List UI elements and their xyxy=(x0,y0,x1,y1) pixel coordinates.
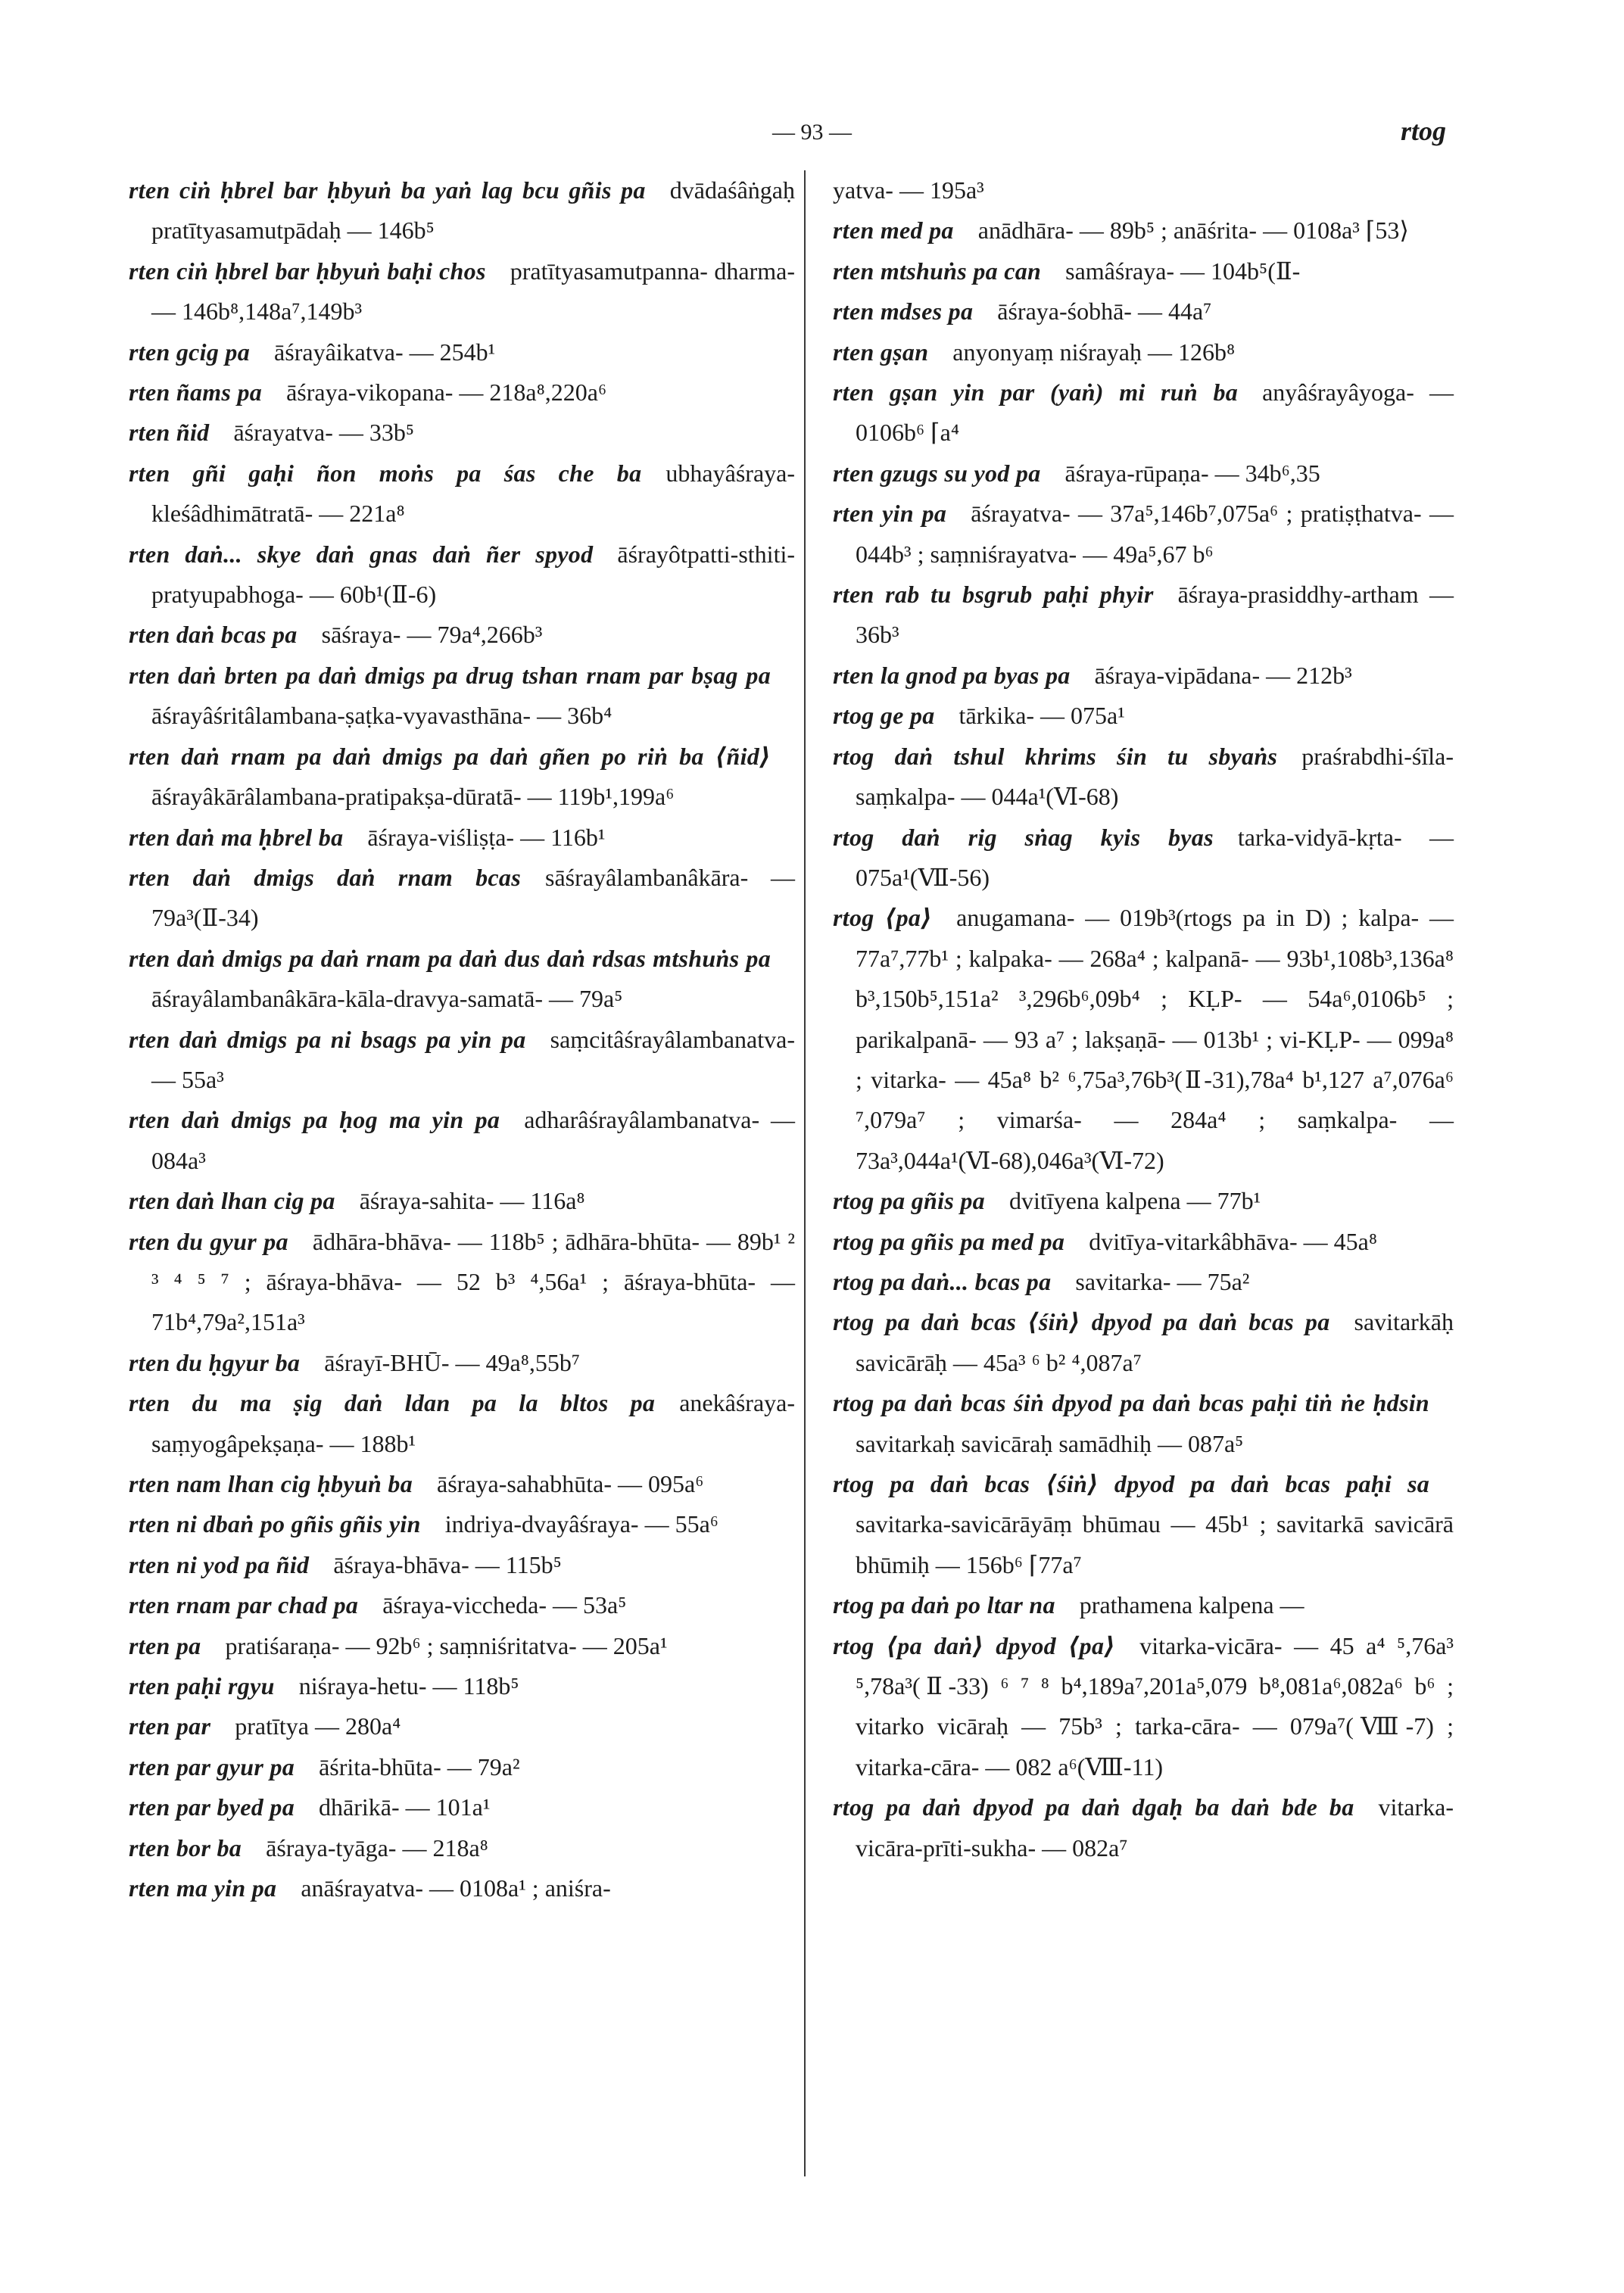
entry-headword: rten paḥi rgyu xyxy=(129,1672,275,1700)
dictionary-entry xyxy=(129,1706,795,1746)
entry-headword: rten daṅ brten pa daṅ dmigs pa drug tshan rnam par bṣag pa xyxy=(129,661,771,689)
entry-gloss: savitarka- — 75a² xyxy=(1075,1267,1250,1295)
entry-headword: rten gñi gaḥi ñon moṅs pa śas che ba xyxy=(129,459,642,487)
entry-headword: rtog ⟨pa⟩ xyxy=(833,904,933,932)
entry-headword: rten gṣan xyxy=(833,338,929,366)
entry-headword: rten ñams pa xyxy=(129,379,263,407)
entry-gloss: āśraya-rūpaṇa- — 34b⁶,35 xyxy=(1064,459,1320,487)
dictionary-entry xyxy=(129,1585,795,1625)
dictionary-entry xyxy=(129,1747,795,1787)
entry-headword: rten par xyxy=(129,1712,211,1740)
entry-headword: rten ciṅ ḥbrel bar ḥbyuṅ ba yaṅ lag bcu gñis pa xyxy=(129,176,646,204)
dictionary-entry xyxy=(129,1343,795,1383)
entry-gloss: dvitīya-vitarkâbhāva- — 45a⁸ xyxy=(1089,1227,1377,1255)
dictionary-entry xyxy=(129,615,795,655)
entry-headword: rten daṅ bcas pa xyxy=(129,621,298,649)
entry-headword: rtog ge pa xyxy=(833,702,935,730)
dictionary-entry xyxy=(833,656,1454,696)
dictionary-entry xyxy=(833,1262,1454,1302)
dictionary-entry xyxy=(129,1464,795,1504)
entry-headword: rtog daṅ tshul khrims śin tu sbyaṅs xyxy=(833,742,1278,770)
dictionary-entry xyxy=(833,1787,1454,1868)
entry-gloss: āśraya-viccheda- — 53a⁵ xyxy=(382,1591,627,1619)
dictionary-entry xyxy=(833,453,1454,494)
dictionary-entry xyxy=(833,1383,1454,1464)
entry-gloss: prathamena kalpena — xyxy=(1079,1591,1304,1619)
entry-gloss: vitarka-vicāra- — 45 a⁴ ⁵,76a³ ⁵,78a³(Ⅱ-33) ⁶ ⁷ ⁸ b⁴,189a⁷,201a⁵,079 b⁸,081a⁶,082a⁶ b⁶ ; vitarko vicāraḥ — 75b³ ; tarka-cāra- — 079a⁷(Ⅷ-7) ; vitarka-cāra- — 082 a⁶(Ⅷ-11) xyxy=(856,1631,1454,1781)
dictionary-entry xyxy=(129,939,795,1020)
entry-gloss: anugamana- — 019b³(rtogs pa in D) ; kalpa- — 77a⁷,77b¹ ; kalpaka- — 268a⁴ ; kalpanā- — 93b¹,108b³,136a⁸ b³,150b⁵,151a² ³,296b⁶,09b⁴ ; KḶP- — 54a⁶,0106b⁵ ; parikalpanā- — 93 a⁷ ; lakṣaṇā- — 013b¹ ; vi-KḶP- — 099a⁸ ; vitarka- — 45a⁸ b² ⁶,75a³,76b³(Ⅱ-31),78a⁴ b¹,127 a⁷,076a⁶ ⁷,079a⁷ ; vimarśa- — 284a⁴ ; saṃkalpa- — 73a³,044a¹(Ⅵ-68),046a³(Ⅵ-72) xyxy=(856,904,1454,1174)
dictionary-entry xyxy=(833,291,1454,332)
entry-headword: rten du ḥgyur ba xyxy=(129,1348,301,1376)
entry-headword: rten mtshuṅs pa can xyxy=(833,257,1042,285)
entry-gloss: āśraya-śobhā- — 44a⁷ xyxy=(997,298,1212,326)
entry-gloss: āśrita-bhūta- — 79a² xyxy=(319,1752,520,1781)
dictionary-entry xyxy=(129,1868,795,1908)
entry-headword: rten daṅ dmigs daṅ rnam bcas xyxy=(129,863,521,891)
entry-gloss: pratītyasamutpanna- dharma- — 146b⁸,148a⁷,149b³ xyxy=(151,257,796,326)
entry-gloss: anekâśraya-saṃyogâpekṣaṇa- — 188b¹ xyxy=(151,1389,795,1457)
dictionary-entry xyxy=(129,1020,795,1101)
entry-headword: rten daṅ dmigs pa ḥog ma yin pa xyxy=(129,1106,500,1134)
dictionary-entry xyxy=(833,696,1454,736)
entry-gloss: āśrayâkārâlambana-pratipakṣa-dūratā- — 119b¹,199a⁶ xyxy=(151,783,675,811)
entry-headword: rten daṅ lhan cig pa xyxy=(129,1187,335,1215)
dictionary-entry xyxy=(129,1181,795,1221)
entry-headword: rten du gyur pa xyxy=(129,1227,288,1255)
entry-gloss: tarka-vidyā-kṛta- — 075a¹(Ⅶ-56) xyxy=(856,823,1454,891)
entry-gloss: āśrayâlambanâkāra-kāla-dravya-samatā- — 79a⁵ xyxy=(151,985,623,1013)
dictionary-entry xyxy=(129,251,795,332)
dictionary-entry xyxy=(833,210,1454,251)
page-number: — 93 — xyxy=(772,120,852,145)
right-column xyxy=(833,170,1454,1868)
entry-headword: rten yin pa xyxy=(833,500,947,528)
entry-headword: rten mdses pa xyxy=(833,298,974,326)
dictionary-entry xyxy=(833,575,1454,656)
entry-headword: rten ciṅ ḥbrel bar ḥbyuṅ baḥi chos xyxy=(129,257,486,285)
entry-headword: rten la gnod pa byas pa xyxy=(833,661,1071,689)
entry-headword: rten daṅ ma ḥbrel ba xyxy=(129,823,344,851)
entry-gloss: sāśraya- — 79a⁴,266b³ xyxy=(321,621,543,649)
entry-headword: rtog pa gñis pa med pa xyxy=(833,1227,1065,1255)
dictionary-entry xyxy=(129,453,795,534)
dictionary-entry xyxy=(129,1545,795,1585)
column-divider xyxy=(804,170,806,2176)
dictionary-entry xyxy=(833,818,1454,899)
entry-gloss: āśrayatva- — 33b⁵ xyxy=(233,419,415,447)
entry-gloss: āśrayâśritâlambana-ṣaṭka-vyavasthāna- — 36b⁴ xyxy=(151,702,613,730)
entry-headword: rtog pa daṅ bcas ⟨śiṅ⟩ dpyod pa daṅ bcas paḥi sa xyxy=(833,1470,1429,1497)
dictionary-entry xyxy=(833,170,1454,210)
dictionary-entry xyxy=(129,1626,795,1666)
dictionary-entry xyxy=(833,1302,1454,1383)
dictionary-entry xyxy=(129,1383,795,1464)
entry-gloss: samâśraya- — 104b⁵(Ⅱ- xyxy=(1065,257,1301,285)
entry-headword: rtog daṅ rig sṅag kyis byas xyxy=(833,823,1214,851)
entry-headword: rten du ma ṣig daṅ ldan pa la bltos pa xyxy=(129,1389,656,1417)
entry-headword: rten bor ba xyxy=(129,1833,242,1862)
entry-gloss: āśraya-tyāga- — 218a⁸ xyxy=(266,1833,488,1862)
entry-headword: rtog pa daṅ bcas śiṅ dpyod pa daṅ bcas paḥi tiṅ ṅe ḥdsin xyxy=(833,1389,1429,1417)
entry-headword: rten ni yod pa ñid xyxy=(129,1550,310,1578)
entry-headword: rten med pa xyxy=(833,217,954,245)
entry-headword: rten daṅ rnam pa daṅ dmigs pa daṅ gñen po riṅ ba ⟨ñid⟩ xyxy=(129,742,771,770)
dictionary-entry xyxy=(833,494,1454,575)
dictionary-entry xyxy=(129,534,795,615)
dictionary-entry xyxy=(129,1100,795,1181)
entry-gloss: dvādaśâṅgaḥ pratītyasamutpādaḥ — 146b⁵ xyxy=(151,176,795,245)
entry-gloss: āśrayī-BHŪ- — 49a⁸,55b⁷ xyxy=(324,1348,580,1376)
dictionary-entry xyxy=(129,332,795,372)
entry-headword: rten daṅ... skye daṅ gnas daṅ ñer spyod xyxy=(129,540,594,568)
dictionary-entry xyxy=(129,1222,795,1343)
entry-gloss: āśraya-vipādana- — 212b³ xyxy=(1094,661,1352,689)
dictionary-entry xyxy=(129,737,795,818)
dictionary-entry xyxy=(129,858,795,939)
dictionary-entry xyxy=(129,1666,795,1706)
entry-gloss: anādhāra- — 89b⁵ ; anāśrita- — 0108a³ ⌈53⟩ xyxy=(977,217,1409,245)
entry-gloss: anāśrayatva- — 0108a¹ ; aniśra- xyxy=(301,1874,611,1902)
entry-headword: rten par byed pa xyxy=(129,1793,295,1821)
dictionary-entry xyxy=(833,737,1454,818)
entry-headword: rtog pa daṅ bcas ⟨śiṅ⟩ dpyod pa daṅ bcas pa xyxy=(833,1308,1330,1336)
dictionary-entry xyxy=(833,1626,1454,1788)
dictionary-entry xyxy=(833,1464,1454,1585)
entry-headword: rten ni dbaṅ po gñis gñis yin xyxy=(129,1510,421,1538)
dictionary-entry xyxy=(129,1828,795,1868)
entry-gloss: savitarkāḥ savicārāḥ — 45a³ ⁶ b² ⁴,087a⁷ xyxy=(856,1308,1454,1376)
dictionary-entry xyxy=(833,1585,1454,1625)
entry-gloss: anyonyaṃ niśrayaḥ — 126b⁸ xyxy=(952,338,1236,366)
entry-gloss: dvitīyena kalpena — 77b¹ xyxy=(1008,1187,1261,1215)
entry-headword: rten gṣan yin par (yaṅ) mi ruṅ ba xyxy=(833,379,1239,407)
entry-headword: rten nam lhan cig ḥbyuṅ ba xyxy=(129,1470,413,1497)
entry-headword: rten daṅ dmigs pa ni bsags pa yin pa xyxy=(129,1025,526,1053)
entry-gloss: ādhāra-bhāva- — 118b⁵ ; ādhāra-bhūta- — 89b¹ ² ³ ⁴ ⁵ ⁷ ; āśraya-bhāva- — 52 b³ ⁴,56a¹ ; āśraya-bhūta- — 71b⁴,79a²,151a³ xyxy=(151,1227,796,1336)
dictionary-entry xyxy=(833,898,1454,1181)
entry-gloss: āśraya-prasiddhy-artham — 36b³ xyxy=(856,581,1454,649)
entry-gloss: indriya-dvayâśraya- — 55a⁶ xyxy=(444,1510,718,1538)
entry-headword: rtog pa daṅ po ltar na xyxy=(833,1591,1055,1619)
entry-headword: rten daṅ dmigs pa daṅ rnam pa daṅ dus daṅ rdsas mtshuṅs pa xyxy=(129,944,771,972)
entry-gloss: tārkika- — 075a¹ xyxy=(959,702,1125,730)
left-column xyxy=(129,170,795,1908)
dictionary-entry xyxy=(833,1222,1454,1262)
dictionary-entry xyxy=(833,251,1454,291)
running-head: rtog xyxy=(1400,116,1446,146)
entry-headword: rten rnam par chad pa xyxy=(129,1591,359,1619)
entry-gloss: āśraya-vikopana- — 218a⁸,220a⁶ xyxy=(286,379,607,407)
entry-headword: rten ma yin pa xyxy=(129,1874,277,1902)
dictionary-entry xyxy=(833,372,1454,453)
entry-gloss: anyâśrayâyoga- — 0106b⁶ ⌈a⁴ xyxy=(856,379,1454,447)
entry-headword: rten par gyur pa xyxy=(129,1752,295,1781)
entry-headword: rten gcig pa xyxy=(129,338,251,366)
entry-gloss: āśraya-bhāva- — 115b⁵ xyxy=(333,1550,562,1578)
dictionary-entry xyxy=(129,1504,795,1544)
dictionary-entry xyxy=(833,1181,1454,1221)
dictionary-entry xyxy=(129,656,795,737)
entry-headword: rten rab tu bsgrub paḥi phyir xyxy=(833,581,1154,609)
entry-gloss: vitarka-vicāra-prīti-sukha- — 082a⁷ xyxy=(856,1793,1454,1862)
entry-gloss: sāśrayâlambanâkāra- — 79a³(Ⅱ-34) xyxy=(151,863,796,932)
entry-gloss: ubhayâśraya-kleśâdhimātratā- — 221a⁸ xyxy=(151,459,795,528)
entry-headword: rten gzugs su yod pa xyxy=(833,459,1041,487)
entry-gloss: adharâśrayâlambanatva- — 084a³ xyxy=(151,1106,795,1174)
entry-headword: rtog pa daṅ... bcas pa xyxy=(833,1267,1052,1295)
entry-gloss: niśraya-hetu- — 118b⁵ xyxy=(298,1672,519,1700)
entry-gloss: pratītya — 280a⁴ xyxy=(235,1712,401,1740)
dictionary-entry xyxy=(129,1787,795,1827)
entry-gloss: āśraya-sahabhūta- — 095a⁶ xyxy=(437,1470,704,1497)
entry-gloss: āśraya-sahita- — 116a⁸ xyxy=(359,1187,585,1215)
entry-headword: rtog ⟨pa daṅ⟩ dpyod ⟨pa⟩ xyxy=(833,1631,1116,1659)
entry-gloss: āśrayôtpatti-sthiti-pratyupabhoga- — 60b¹(Ⅱ-6) xyxy=(151,540,795,609)
entry-gloss: savitarkaḥ savicāraḥ samādhiḥ — 087a⁵ xyxy=(856,1429,1244,1457)
entry-headword: rtog pa daṅ dpyod pa daṅ dgaḥ ba daṅ bde ba xyxy=(833,1793,1354,1821)
entry-gloss: āśraya-viśliṣṭa- — 116b¹ xyxy=(367,823,606,851)
entry-headword: rten pa xyxy=(129,1631,201,1659)
dictionary-entry xyxy=(129,818,795,858)
entry-gloss: praśrabdhi-śīla-saṃkalpa- — 044a¹(Ⅵ-68) xyxy=(856,742,1454,811)
dictionary-entry xyxy=(129,170,795,251)
entry-gloss: āśrayâikatva- — 254b¹ xyxy=(274,338,496,366)
dictionary-entry xyxy=(129,413,795,453)
entry-headword: rtog pa gñis pa xyxy=(833,1187,985,1215)
entry-gloss: āśrayatva- — 37a⁵,146b⁷,075a⁶ ; pratiṣṭhatva- — 044b³ ; saṃniśrayatva- — 49a⁵,67 b⁶ xyxy=(856,500,1454,568)
entry-gloss: yatva- — 195a³ xyxy=(833,176,984,204)
entry-headword: rten ñid xyxy=(129,419,210,447)
entry-gloss: saṃcitâśrayâlambanatva- — 55a³ xyxy=(151,1025,795,1093)
entry-gloss: savitarka-savicārāyāṃ bhūmau — 45b¹ ; savitarkā savicārā bhūmiḥ — 156b⁶ ⌈77a⁷ xyxy=(856,1510,1454,1578)
entry-gloss: pratiśaraṇa- — 92b⁶ ; saṃniśritatva- — 205a¹ xyxy=(225,1631,668,1659)
dictionary-entry xyxy=(129,372,795,413)
dictionary-entry xyxy=(833,332,1454,372)
entry-gloss: dhārikā- — 101a¹ xyxy=(319,1793,491,1821)
